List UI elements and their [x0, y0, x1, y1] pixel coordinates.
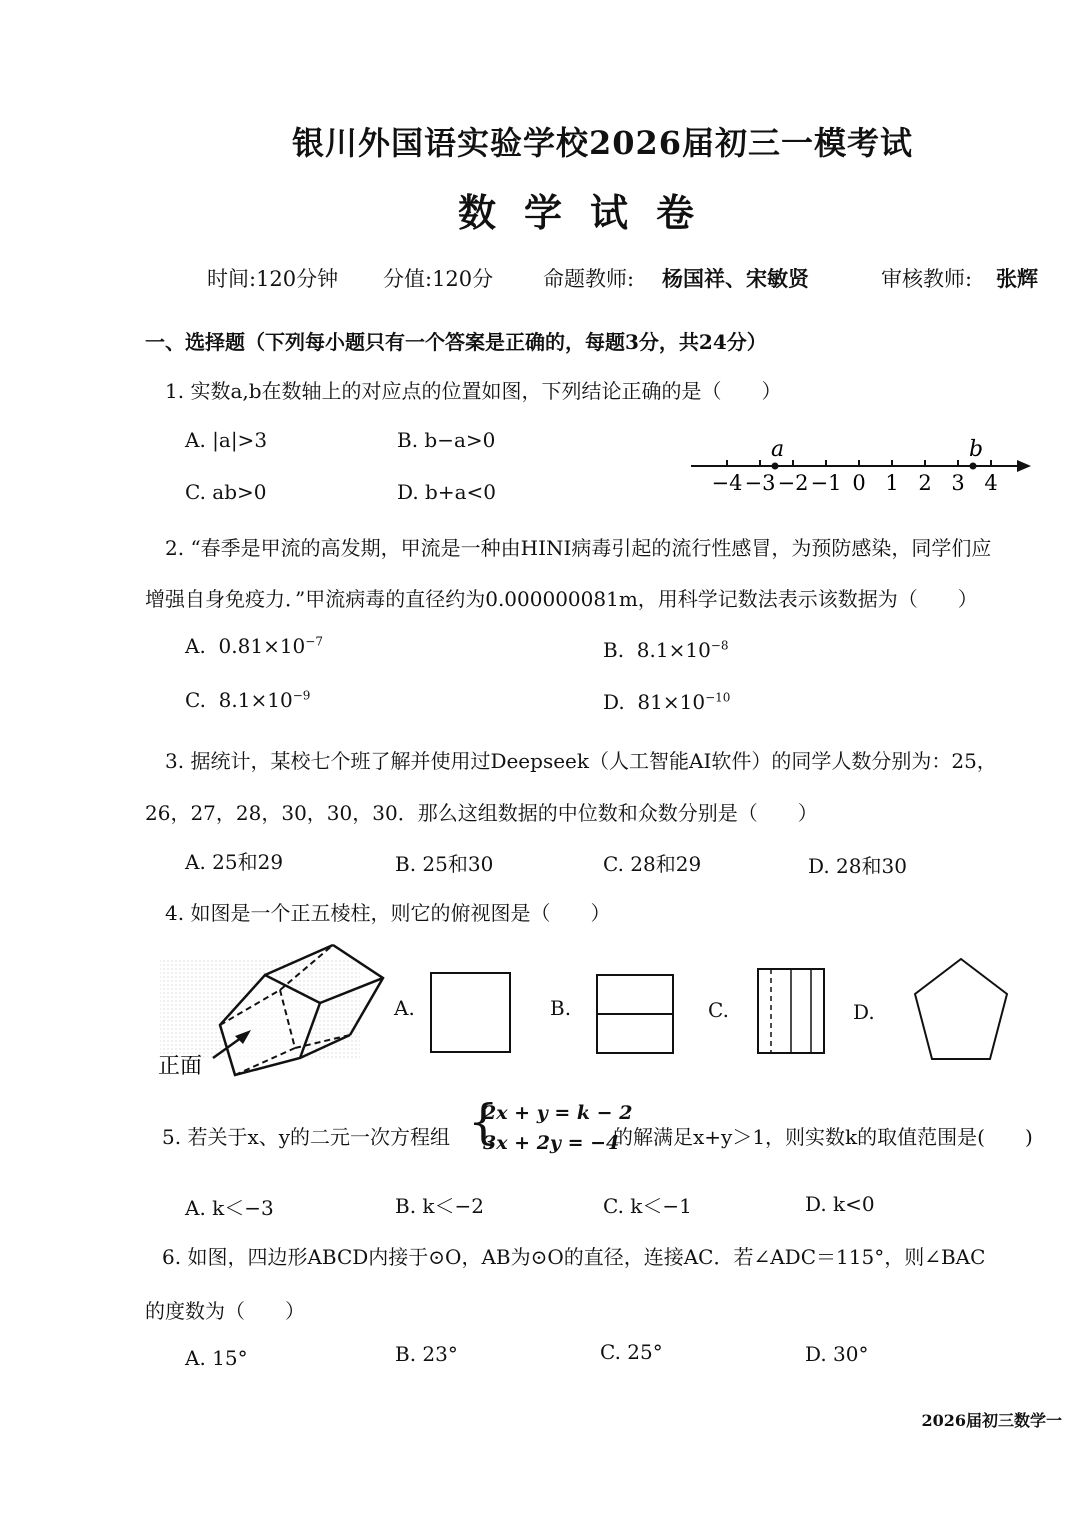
q2-option-d-label: D. [603, 690, 625, 714]
reviewer-label: 审核教师: [881, 267, 973, 291]
square-outline [431, 973, 510, 1052]
q2-option-c [185, 688, 310, 712]
q5-equation-2: 3x + 2y = −4 [483, 1132, 620, 1154]
q3-option-c: C. 28和29 [603, 852, 702, 876]
q3-stem-line2: 26，27，28，30，30，30．那么这组数据的中位数和众数分别是（ ） [145, 801, 818, 825]
q6-option-d: D. 30° [805, 1342, 869, 1366]
number-line-arrow [1017, 460, 1031, 472]
author-label: 命题教师: [543, 267, 635, 291]
q2-option-b-base: 8.1×10 [636, 638, 711, 662]
q6-option-b: B. 23° [395, 1342, 458, 1366]
point-a-label: a [771, 437, 785, 462]
q2-option-d-base: 81×10 [637, 690, 706, 714]
point-a-dot [772, 463, 779, 470]
q3-option-a: A. 25和29 [185, 850, 284, 874]
q3-stem-line1: 3. 据统计，某校七个班了解并使用过Deepseek（人工智能AI软件）的同学人数分别为：25， [165, 749, 997, 773]
q2-option-c-label: C. [185, 688, 206, 712]
q2-option-d [603, 690, 730, 714]
q2-option-a-base: 0.81×10 [218, 634, 306, 658]
q5-equation-1: 2x + y = k − 2 [483, 1102, 633, 1124]
number-line-tick-label: 3 [951, 471, 965, 495]
point-b-label: b [969, 437, 984, 462]
q2-option-d-exp: −10 [705, 690, 731, 705]
q1-stem: 1. 实数a,b在数轴上的对应点的位置如图，下列结论正确的是（ ） [165, 379, 782, 403]
number-line-tick-label: −4 [711, 471, 743, 495]
q6-option-c: C. 25° [600, 1340, 663, 1364]
number-line-tick-label: −3 [744, 471, 776, 495]
q5-option-c: C. k＜−1 [603, 1194, 692, 1218]
q3-option-d: D. 28和30 [808, 854, 907, 878]
q1-option-c: C. ab>0 [185, 480, 267, 504]
number-line-tick-label: 0 [852, 471, 866, 495]
q1-option-b: B. b−a>0 [397, 428, 496, 452]
exam-time: 时间:120分钟 [207, 267, 339, 291]
q2-stem-line2: 增强自身免疫力．”甲流病毒的直径约为0.000000081m，用科学记数法表示该数据为（ ） [145, 587, 978, 611]
q4-option-c-label: C. [708, 998, 729, 1022]
q2-option-b [603, 638, 729, 662]
q4-option-b-figure [596, 974, 674, 1054]
q2-stem-line1: 2. “春季是甲流的高发期，甲流是一种由HINI病毒引起的流行性感冒，为预防感染，同学们应 [165, 536, 992, 560]
number-line-tick-label: −1 [810, 471, 842, 495]
q2-option-a-exp: −7 [305, 634, 323, 649]
q5-stem-pre: 5. 若关于x、y的二元一次方程组 [162, 1125, 451, 1149]
q2-option-a [185, 634, 323, 658]
q2-option-b-label: B. [603, 638, 625, 662]
q5-stem-post: 的解满足x+y＞1，则实数k的取值范围是( ) [613, 1125, 1033, 1149]
number-line-tick-label: 1 [885, 471, 899, 495]
number-line-tick-label: 4 [984, 471, 998, 495]
reviewer-name: 张辉 [996, 266, 1038, 291]
q6-stem-line1: 6. 如图，四边形ABCD内接于⊙O，AB为⊙O的直径，连接AC．若∠ADC＝115°，则∠BAC [162, 1245, 986, 1269]
q5-brace: { [468, 1094, 499, 1150]
exam-subtitle: 数学试卷 [457, 190, 722, 235]
q5-option-d: D. k<0 [805, 1192, 875, 1216]
front-label: 正面 [158, 1054, 203, 1079]
q3-option-b: B. 25和30 [395, 852, 494, 876]
q4-option-b-label: B. [550, 996, 572, 1020]
q5-option-a: A. k＜−3 [185, 1196, 274, 1220]
author-names: 杨国祥、宋敏贤 [662, 266, 809, 291]
q4-stem: 4. 如图是一个正五棱柱，则它的俯视图是（ ） [165, 901, 611, 925]
section-title: 一、选择题（下列每小题只有一个答案是正确的，每题3分，共24分） [145, 330, 767, 354]
q4-option-c-figure [757, 968, 825, 1054]
q4-option-d-figure [912, 956, 1010, 1062]
q2-option-c-base: 8.1×10 [218, 688, 293, 712]
pentagonal-prism-figure [155, 940, 405, 1085]
exam-score: 分值:120分 [383, 267, 494, 291]
number-line-figure [685, 432, 1035, 502]
q4-option-a-figure [430, 972, 512, 1054]
pentagon-outline [915, 959, 1007, 1059]
q5-option-b: B. k＜−2 [395, 1194, 485, 1218]
q1-option-a: A. |a|>3 [185, 428, 268, 452]
point-b-dot [970, 463, 977, 470]
q1-option-d: D. b+a<0 [397, 480, 497, 504]
q2-option-c-exp: −9 [292, 688, 311, 703]
q2-option-b-exp: −8 [710, 638, 729, 653]
q2-option-a-label: A. [185, 634, 206, 658]
number-line-tick-label: −2 [777, 471, 809, 495]
q6-option-a: A. 15° [185, 1346, 248, 1370]
page-footer: 2026届初三数学一 [921, 1411, 1062, 1430]
q4-option-d-label: D. [853, 1000, 875, 1024]
q6-stem-line2: 的度数为（ ） [145, 1299, 305, 1323]
exam-title: 银川外国语实验学校2026届初三一模考试 [291, 124, 914, 162]
number-line-tick-label: 2 [918, 471, 932, 495]
q4-option-a-label: A. [394, 996, 415, 1020]
